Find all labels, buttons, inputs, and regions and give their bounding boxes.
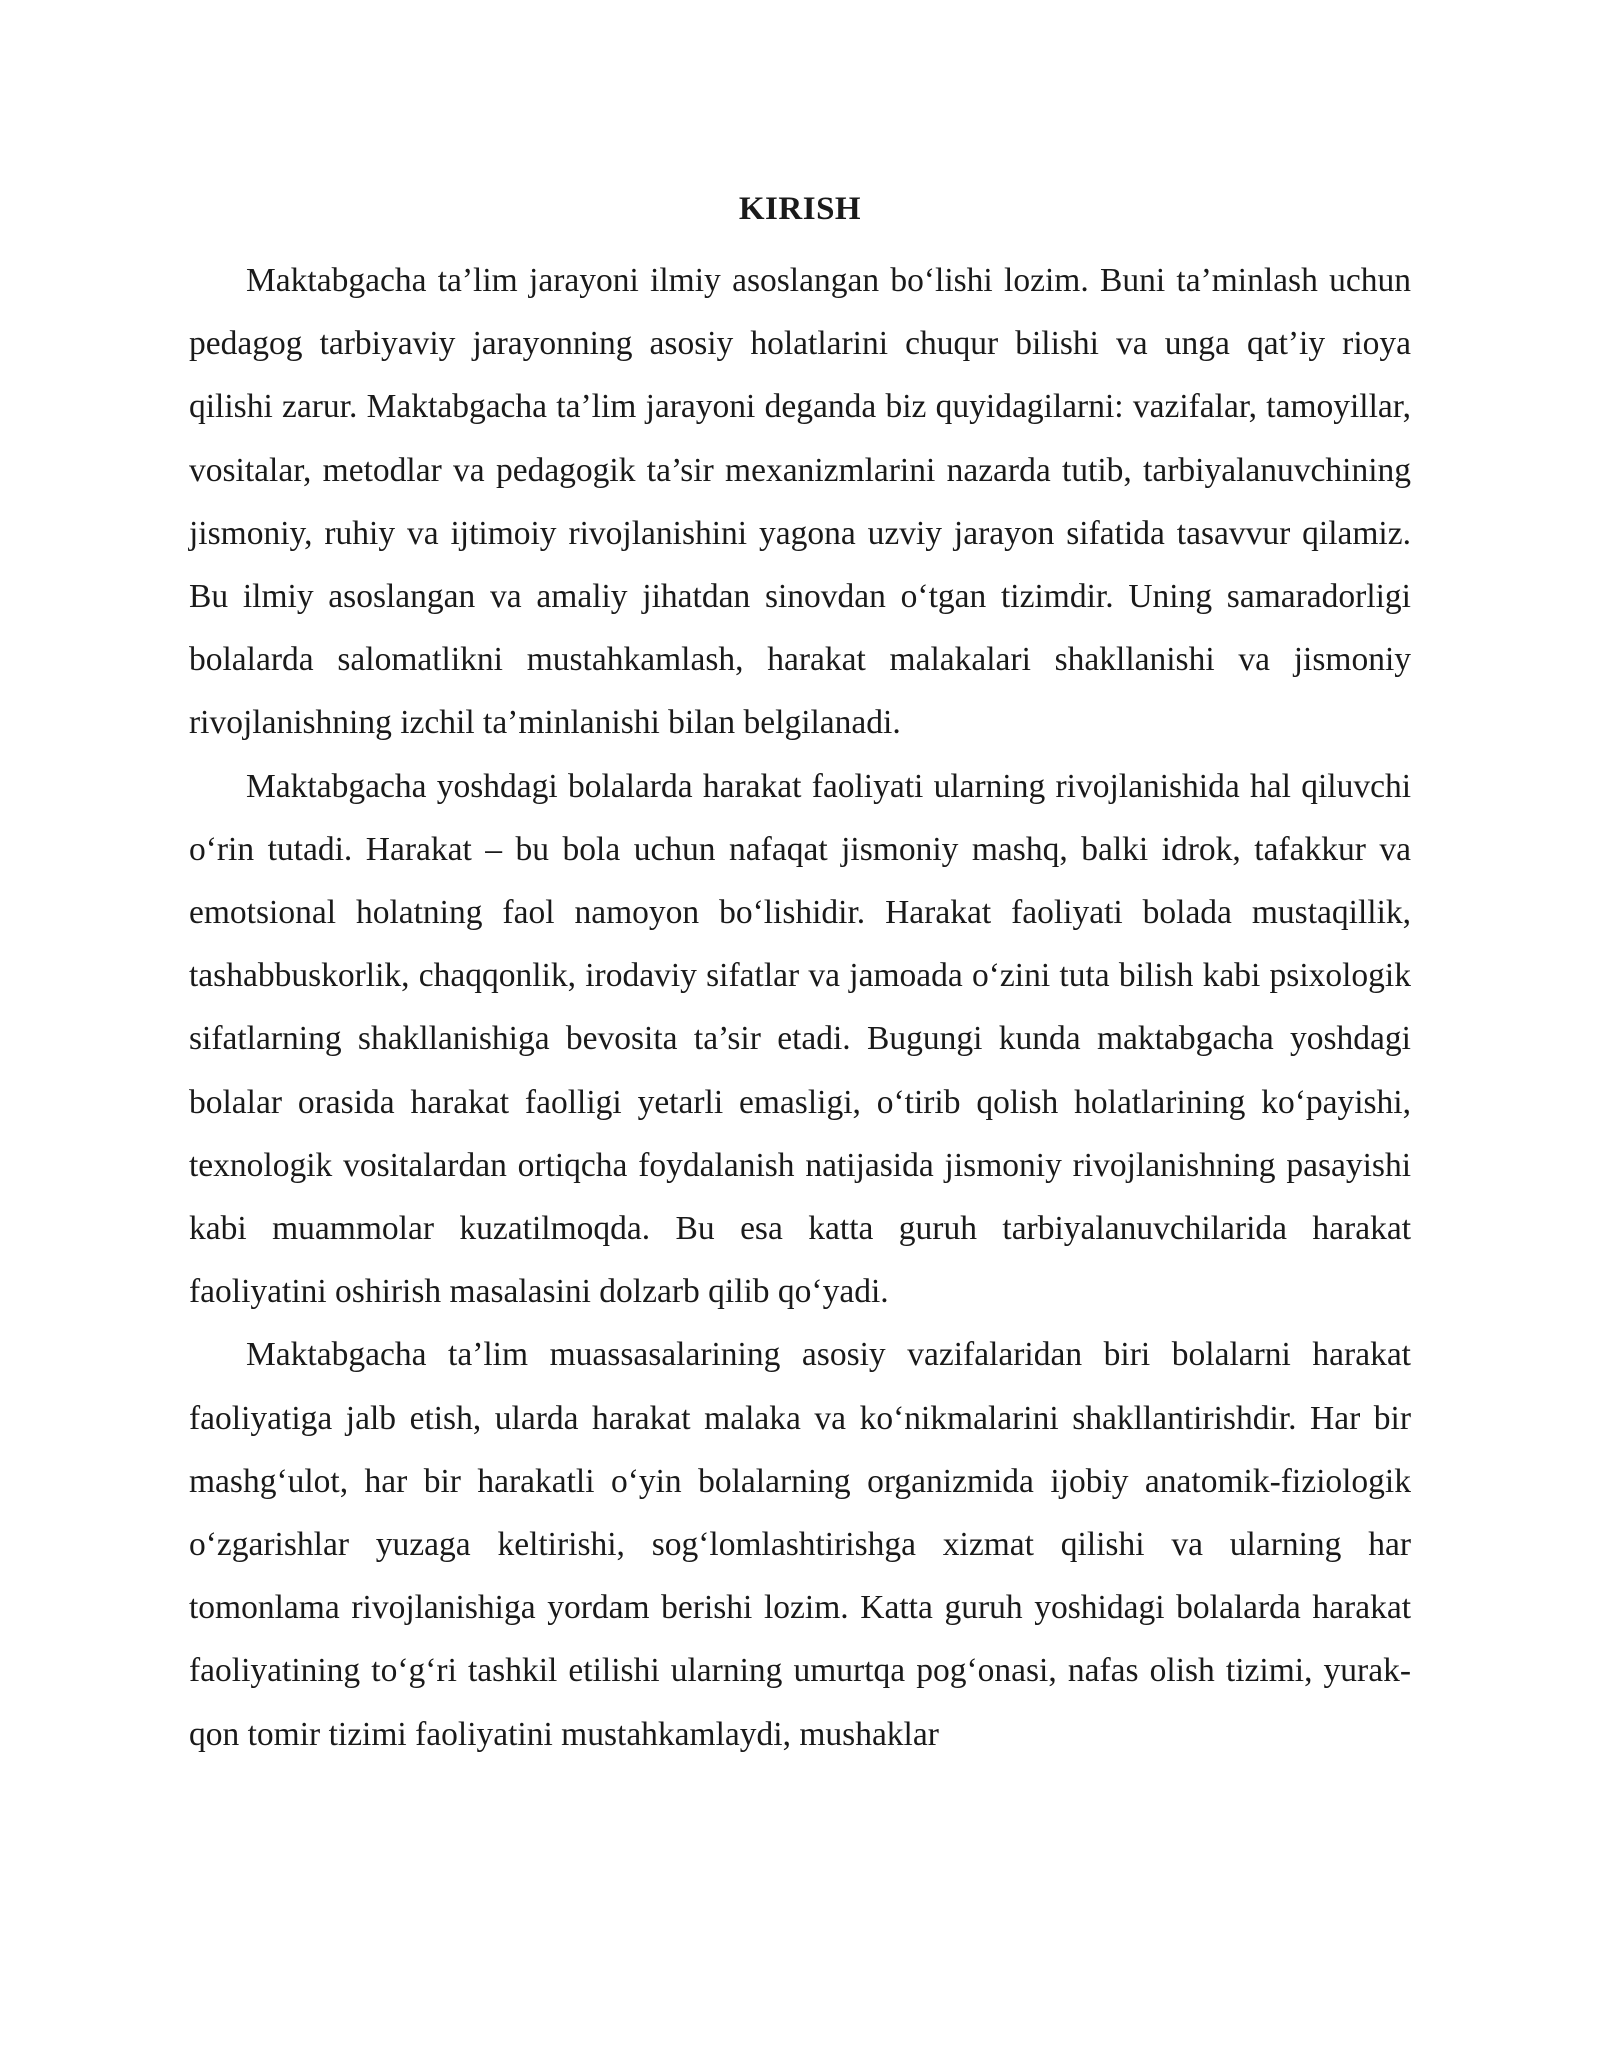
paragraph-3: Maktabgacha ta’lim muassasalarining asosiy vazifalaridan biri bolalarni harakat faoliyatiga jalb etish, ularda harakat malaka va ko‘nikmalarini shakllantirishdir. Har bir mashg‘ulot, har bir harakatli o‘yin bolalarning organizmida ijobiy anatomik-fiziologik o‘zgarishlar yuzaga keltirishi, sog‘lomlashtirishga xizmat qilishi va ularning har tomonlama rivojlanishiga yordam berishi lozim. Katta guruh yoshidagi bolalarda harakat faoliyatining to‘g‘ri tashkil etilishi ularning umurtqa pog‘onasi, nafas olish tizimi, yurak-qon tomir tizimi faoliyatini mustahkamlaydi, mushaklar <box>189 1336 1411 1753</box>
section-title: KIRISH <box>738 191 862 227</box>
paragraph-1: Maktabgacha ta’lim jarayoni ilmiy asoslangan bo‘lishi lozim. Buni ta’minlash uchun pedagog tarbiyaviy jarayonning asosiy holatlarini chuqur bilishi va unga qat’iy rioya qilishi zarur. Maktabgacha ta’lim jarayoni deganda biz quyidagilarni: vazifalar, tamoyillar, vositalar, metodlar va pedagogik ta’sir mexanizmlarini nazarda tutib, tarbiyalanuvchining jismoniy, ruhiy va ijtimoiy rivojlanishini yagona uzviy jarayon sifatida tasavvur qilamiz. Bu ilmiy asoslangan va amaliy jihatdan sinovdan o‘tgan tizimdir. Uning samaradorligi bolalarda salomatlikni mustahkamlash, harakat malakalari shakllanishi va jismoniy rivojlanishning izchil ta’minlanishi bilan belgilanadi. <box>189 262 1411 742</box>
document-page <box>189 185 1411 1766</box>
paragraph-2: Maktabgacha yoshdagi bolalarda harakat faoliyati ularning rivojlanishida hal qiluvchi o‘rin tutadi. Harakat – bu bola uchun nafaqat jismoniy mashq, balki idrok, tafakkur va emotsional holatning faol namoyon bo‘lishidir. Harakat faoliyati bolada mustaqillik, tashabbuskorlik, chaqqonlik, irodaviy sifatlar va jamoada o‘zini tuta bilish kabi psixologik sifatlarning shakllanishiga bevosita ta’sir etadi. Bugungi kunda maktabgacha yoshdagi bolalar orasida harakat faolligi yetarli emasligi, o‘tirib qolish holatlarining ko‘payishi, texnologik vositalardan ortiqcha foydalanish natijasida jismoniy rivojlanishning pasayishi kabi muammolar kuzatilmoqda. Bu esa katta guruh tarbiyalanuvchilarida harakat faoliyatini oshirish masalasini dolzarb qilib qo‘yadi. <box>189 767 1411 1311</box>
